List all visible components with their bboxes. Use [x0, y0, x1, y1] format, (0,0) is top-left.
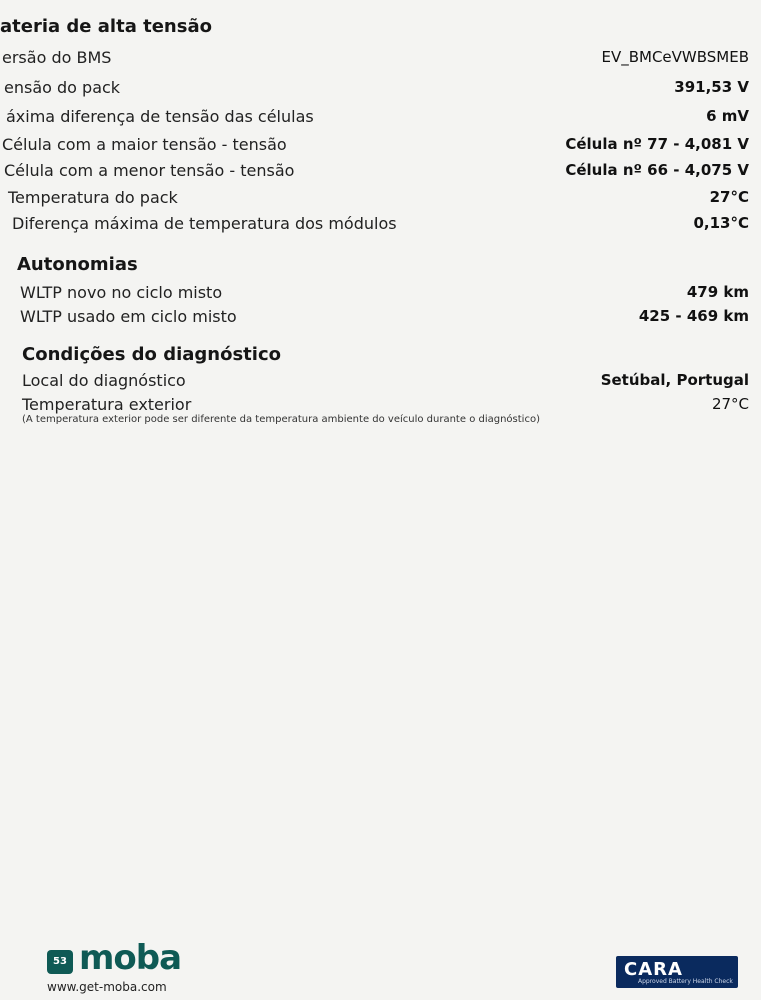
cara-wordmark: CARA: [624, 959, 683, 980]
cara-subtitle: Approved Battery Health Check: [638, 978, 733, 985]
row-value: 425 - 469 km: [638, 307, 749, 325]
row-value: 27°C: [711, 395, 749, 413]
row-label: WLTP novo no ciclo misto: [20, 283, 223, 302]
row-max-cell: [0, 135, 761, 159]
section-title-autonomias: Autonomias: [17, 254, 138, 275]
row-label: ensão do pack: [4, 78, 121, 97]
row-location: [0, 371, 761, 395]
row-value: Célula nº 66 - 4,075 V: [565, 161, 749, 179]
row-value: 391,53 V: [674, 78, 749, 96]
row-wltp-new: [0, 283, 761, 307]
row-label: ersão do BMS: [2, 48, 112, 67]
row-value: Célula nº 77 - 4,081 V: [565, 135, 749, 153]
row-pack-temp: [0, 188, 761, 212]
moba-mark-icon: 53: [47, 950, 73, 974]
moba-wordmark: moba: [79, 938, 182, 978]
moba-logo: [47, 938, 207, 996]
row-value: Setúbal, Portugal: [600, 371, 749, 389]
section-title-diagnostico: Condições do diagnóstico: [22, 344, 281, 365]
row-label: Local do diagnóstico: [22, 371, 186, 390]
row-value: 6 mV: [706, 107, 749, 125]
row-label: Temperatura do pack: [8, 188, 178, 207]
row-value: 27°C: [709, 188, 749, 206]
row-module-temp-diff: [0, 214, 761, 238]
row-label: WLTP usado em ciclo misto: [20, 307, 237, 326]
row-value: EV_BMCeVWBSMEB: [601, 48, 749, 66]
row-label: áxima diferença de tensão das células: [6, 107, 314, 126]
section-title-battery: ateria de alta tensão: [0, 16, 212, 37]
row-label: Diferença máxima de temperatura dos módulos: [12, 214, 397, 233]
row-wltp-used: [0, 307, 761, 331]
row-value: 479 km: [686, 283, 749, 301]
moba-url: www.get-moba.com: [47, 980, 167, 994]
row-pack-voltage: [0, 78, 761, 102]
row-value: 0,13°C: [693, 214, 749, 232]
row-min-cell: [0, 161, 761, 185]
row-max-cell-diff: [0, 107, 761, 131]
row-label: Célula com a menor tensão - tensão: [4, 161, 295, 180]
cara-badge: [616, 956, 738, 988]
exterior-temp-note: (A temperatura exterior pode ser diferente da temperatura ambiente do veículo durante o diagnóstico): [22, 414, 540, 425]
row-bms-version: [0, 48, 761, 72]
row-label: Temperatura exterior: [22, 395, 192, 414]
row-label: Célula com a maior tensão - tensão: [2, 135, 287, 154]
